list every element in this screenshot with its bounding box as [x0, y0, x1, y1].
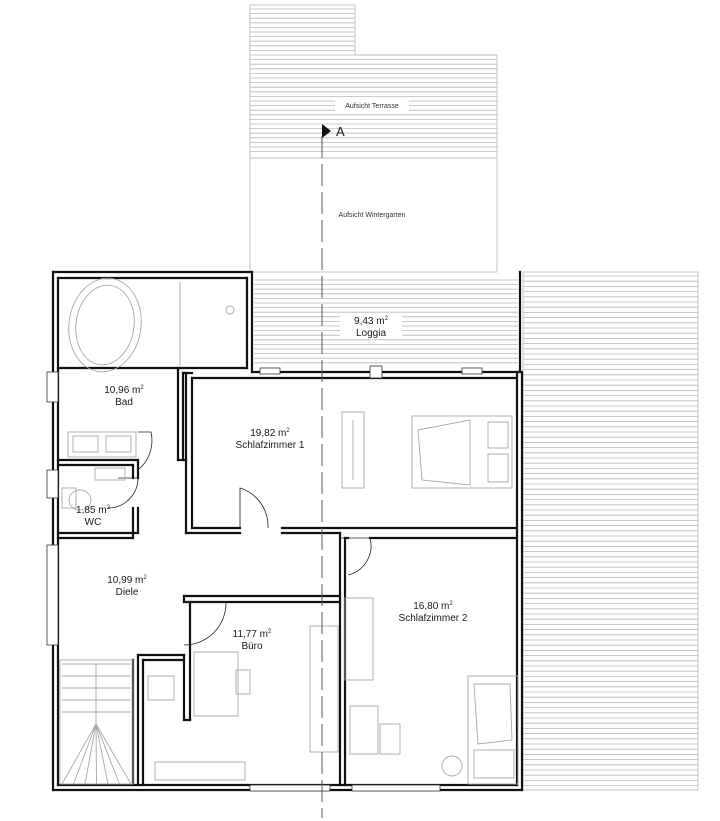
schlafzimmer2-area: 16,80 $m^2$: [413, 601, 453, 612]
section-axis-a: [322, 124, 345, 818]
bad-name: Bad: [115, 397, 133, 408]
roof-hatch-area: [523, 272, 698, 790]
loggia-area: 9,43 $m^2$: [354, 316, 388, 327]
loggia-name: Loggia: [355, 328, 387, 339]
loggia-room: [254, 280, 518, 363]
stair-winder: [96, 724, 108, 784]
wc-area: 1,85 $m^2$: [76, 505, 110, 516]
stair-winder: [96, 724, 120, 784]
diele-area: 10,99 $m^2$: [107, 575, 147, 586]
stair-winder: [74, 724, 97, 784]
doors: [108, 432, 371, 645]
terrace-plan-view: [250, 5, 497, 158]
terrace-hatch: [250, 9, 497, 152]
wintergarden-label: Aufsicht Wintergarten: [338, 212, 406, 219]
bad-area: 10,96 $m^2$: [104, 385, 144, 396]
wintergarden-plan-view: [250, 158, 497, 272]
bedroom1-furniture: [342, 412, 512, 488]
section-marker-label: A: [336, 124, 345, 139]
roof-hatch: [523, 276, 698, 786]
bedroom2-furniture: [345, 598, 518, 784]
room-labels: [76, 385, 468, 652]
terrace-label: Aufsicht Terrasse: [345, 103, 399, 110]
schlafzimmer1-name: Schlafzimmer 1: [235, 440, 305, 451]
stair-winder: [96, 724, 97, 784]
diele-name: Diele: [115, 587, 139, 598]
schlafzimmer2-name: Schlafzimmer 2: [398, 613, 468, 624]
section-marker-icon: [322, 124, 331, 138]
buero-name: Büro: [241, 641, 263, 652]
buero-area: 11,77 $m^2$: [232, 629, 272, 640]
staircase: [60, 660, 133, 784]
stair-winder: [96, 724, 131, 784]
wc-name: WC: [84, 517, 102, 528]
schlafzimmer1-area: 19,82 $m^2$: [250, 428, 290, 439]
bathroom-fixtures: [62, 273, 234, 510]
